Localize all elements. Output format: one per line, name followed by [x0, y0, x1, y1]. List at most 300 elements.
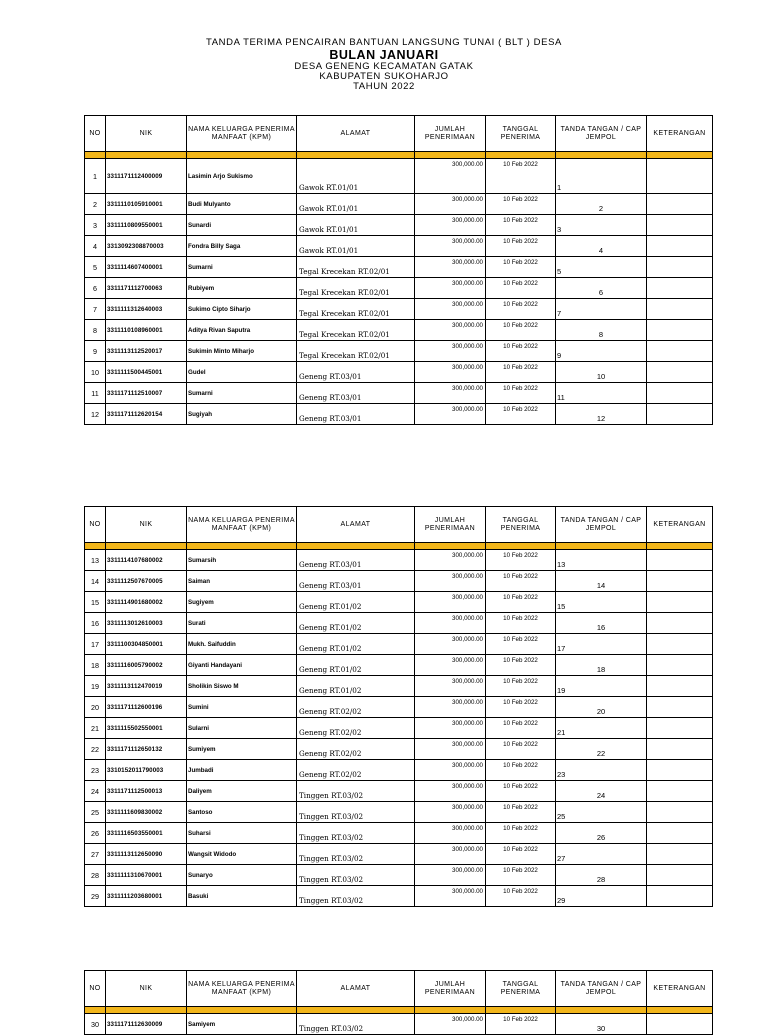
- address-cell: Tinggen RT.03/02: [297, 1014, 415, 1035]
- remarks-cell[interactable]: [647, 236, 713, 257]
- signature-cell[interactable]: [556, 760, 647, 781]
- remarks-cell[interactable]: [647, 341, 713, 362]
- nik-cell: 3311112507670005: [106, 571, 187, 592]
- row-number: 8: [85, 320, 106, 341]
- remarks-cell[interactable]: [647, 362, 713, 383]
- name-cell: Lasimin Arjo Sukismo: [187, 159, 297, 194]
- signature-number: 9: [557, 351, 562, 360]
- date-cell: 10 Feb 2022: [486, 1014, 556, 1035]
- date-cell: 10 Feb 2022: [486, 655, 556, 676]
- remarks-cell[interactable]: [647, 571, 713, 592]
- signature-cell[interactable]: [556, 299, 647, 320]
- stripe-cell: [556, 152, 647, 159]
- remarks-cell[interactable]: [647, 844, 713, 865]
- remarks-cell[interactable]: [647, 613, 713, 634]
- signature-number: 30: [596, 1024, 606, 1033]
- signature-cell[interactable]: [556, 676, 647, 697]
- stripe-cell: [486, 543, 556, 550]
- date-cell: 10 Feb 2022: [486, 236, 556, 257]
- date-cell: 10 Feb 2022: [486, 844, 556, 865]
- col-header-keterangan: KETERANGAN: [647, 116, 713, 152]
- name-cell: Saiman: [187, 571, 297, 592]
- table-row: [85, 781, 713, 802]
- address-cell: Geneng RT.01/02: [297, 634, 415, 655]
- name-cell: Sukimo Cipto Siharjo: [187, 299, 297, 320]
- date-cell: 10 Feb 2022: [486, 320, 556, 341]
- nik-cell: 3311111310670001: [106, 865, 187, 886]
- nik-cell: 3311171112620154: [106, 404, 187, 425]
- row-number: 30: [85, 1014, 106, 1035]
- nik-cell: 3311171112600196: [106, 697, 187, 718]
- address-cell: Tinggen RT.03/02: [297, 886, 415, 907]
- name-cell: Budi Mulyanto: [187, 194, 297, 215]
- col-header-nik: NIK: [106, 116, 187, 152]
- remarks-cell[interactable]: [647, 215, 713, 236]
- signature-cell[interactable]: [556, 613, 647, 634]
- row-number: 23: [85, 760, 106, 781]
- signature-number: 23: [557, 770, 566, 779]
- row-number: 20: [85, 697, 106, 718]
- amount-cell: 300,000.00: [415, 760, 486, 781]
- signature-cell[interactable]: [556, 886, 647, 907]
- address-cell: Geneng RT.02/02: [297, 760, 415, 781]
- address-cell: Tegal Krecekan RT.02/01: [297, 299, 415, 320]
- name-cell: Wangsit Widodo: [187, 844, 297, 865]
- date-cell: 10 Feb 2022: [486, 760, 556, 781]
- address-cell: Geneng RT.03/01: [297, 362, 415, 383]
- address-cell: Tegal Krecekan RT.02/01: [297, 320, 415, 341]
- name-cell: Gudel: [187, 362, 297, 383]
- amount-cell: 300,000.00: [415, 655, 486, 676]
- address-cell: Tegal Krecekan RT.02/01: [297, 278, 415, 299]
- signature-cell[interactable]: [556, 159, 647, 194]
- signature-cell[interactable]: [556, 320, 647, 341]
- col-header-jumlah: JUMLAH PENERIMAAN: [415, 507, 486, 543]
- signature-cell[interactable]: [556, 1014, 647, 1035]
- table-row: [85, 613, 713, 634]
- remarks-cell[interactable]: [647, 592, 713, 613]
- signature-cell[interactable]: [556, 781, 647, 802]
- name-cell: Fondra Billy Saga: [187, 236, 297, 257]
- date-cell: 10 Feb 2022: [486, 739, 556, 760]
- table-row: [85, 634, 713, 655]
- table-row: [85, 362, 713, 383]
- table-row: [85, 194, 713, 215]
- col-header-jumlah: JUMLAH PENERIMAAN: [415, 116, 486, 152]
- date-cell: 10 Feb 2022: [486, 802, 556, 823]
- date-cell: 10 Feb 2022: [486, 341, 556, 362]
- table-row: [85, 655, 713, 676]
- name-cell: Aditya Rivan Saputra: [187, 320, 297, 341]
- document-header: [0, 38, 768, 92]
- remarks-cell[interactable]: [647, 655, 713, 676]
- address-cell: Gawok RT.01/01: [297, 159, 415, 194]
- signature-cell[interactable]: [556, 802, 647, 823]
- row-number: 13: [85, 550, 106, 571]
- header-row: [85, 116, 713, 152]
- date-cell: 10 Feb 2022: [486, 823, 556, 844]
- remarks-cell[interactable]: [647, 823, 713, 844]
- remarks-cell[interactable]: [647, 1014, 713, 1035]
- stripe-cell: [486, 152, 556, 159]
- date-cell: 10 Feb 2022: [486, 278, 556, 299]
- date-cell: 10 Feb 2022: [486, 634, 556, 655]
- date-cell: 10 Feb 2022: [486, 571, 556, 592]
- amount-cell: 300,000.00: [415, 278, 486, 299]
- amount-cell: 300,000.00: [415, 718, 486, 739]
- name-cell: Sumiyem: [187, 739, 297, 760]
- header-title: TANDA TERIMA PENCAIRAN BANTUAN LANGSUNG TUNAI ( BLT ) DESA: [206, 37, 562, 48]
- col-header-nama: NAMA KELUARGA PENERIMA MANFAAT (KPM): [187, 507, 297, 543]
- nik-cell: 3311111312640003: [106, 299, 187, 320]
- row-number: 24: [85, 781, 106, 802]
- signature-number: 6: [598, 288, 604, 297]
- row-number: 3: [85, 215, 106, 236]
- signature-number: 20: [596, 707, 606, 716]
- table-row: [85, 886, 713, 907]
- remarks-cell[interactable]: [647, 278, 713, 299]
- signature-cell[interactable]: [556, 278, 647, 299]
- name-cell: Sunardi: [187, 215, 297, 236]
- row-number: 28: [85, 865, 106, 886]
- table-row: [85, 823, 713, 844]
- nik-cell: 3311115502550001: [106, 718, 187, 739]
- table-row: [85, 844, 713, 865]
- row-number: 7: [85, 299, 106, 320]
- signature-number: 13: [557, 560, 566, 569]
- name-cell: Basuki: [187, 886, 297, 907]
- table-row: [85, 341, 713, 362]
- col-header-nama: NAMA KELUARGA PENERIMA MANFAAT (KPM): [187, 971, 297, 1007]
- address-cell: Geneng RT.02/02: [297, 697, 415, 718]
- date-cell: 10 Feb 2022: [486, 676, 556, 697]
- amount-cell: 300,000.00: [415, 299, 486, 320]
- name-cell: Sumarsih: [187, 550, 297, 571]
- col-header-tanggal: TANGGAL PENERIMA: [486, 116, 556, 152]
- name-cell: Giyanti Handayani: [187, 655, 297, 676]
- signature-number: 21: [557, 728, 566, 737]
- row-number: 27: [85, 844, 106, 865]
- date-cell: 10 Feb 2022: [486, 865, 556, 886]
- nik-cell: 3311171112510007: [106, 383, 187, 404]
- signature-number: 15: [557, 602, 566, 611]
- col-header-ttd: TANDA TANGAN / CAP JEMPOL: [556, 971, 647, 1007]
- signature-number: 18: [596, 665, 606, 674]
- nik-cell: 3313092308870003: [106, 236, 187, 257]
- col-header-alamat: ALAMAT: [297, 971, 415, 1007]
- amount-cell: 300,000.00: [415, 341, 486, 362]
- name-cell: Surati: [187, 613, 297, 634]
- nik-cell: 3310152011790003: [106, 760, 187, 781]
- signature-number: 2: [598, 204, 604, 213]
- name-cell: Daliyem: [187, 781, 297, 802]
- signature-number: 3: [557, 225, 562, 234]
- amount-cell: 300,000.00: [415, 194, 486, 215]
- date-cell: 10 Feb 2022: [486, 194, 556, 215]
- remarks-cell[interactable]: [647, 299, 713, 320]
- header-month: BULAN JANUARI: [329, 47, 439, 62]
- row-number: 22: [85, 739, 106, 760]
- date-cell: 10 Feb 2022: [486, 404, 556, 425]
- name-cell: Sunaryo: [187, 865, 297, 886]
- nik-cell: 3311114901680002: [106, 592, 187, 613]
- amount-cell: 300,000.00: [415, 823, 486, 844]
- name-cell: Sumarni: [187, 383, 297, 404]
- table-row: [85, 802, 713, 823]
- address-cell: Geneng RT.02/02: [297, 739, 415, 760]
- signature-cell[interactable]: [556, 571, 647, 592]
- header-stripe: [85, 152, 713, 159]
- stripe-cell: [106, 1007, 187, 1014]
- kpm-table-3: [84, 970, 713, 1035]
- amount-cell: 300,000.00: [415, 362, 486, 383]
- col-header-no: NO: [85, 116, 106, 152]
- date-cell: 10 Feb 2022: [486, 215, 556, 236]
- header-stripe: [85, 543, 713, 550]
- signature-number: 19: [557, 686, 566, 695]
- date-cell: 10 Feb 2022: [486, 362, 556, 383]
- remarks-cell[interactable]: [647, 550, 713, 571]
- amount-cell: 300,000.00: [415, 404, 486, 425]
- amount-cell: 300,000.00: [415, 781, 486, 802]
- nik-cell: 3311113112520017: [106, 341, 187, 362]
- signature-cell[interactable]: [556, 823, 647, 844]
- header-stripe: [85, 1007, 713, 1014]
- row-number: 9: [85, 341, 106, 362]
- address-cell: Geneng RT.01/02: [297, 655, 415, 676]
- nik-cell: 3311116005790002: [106, 655, 187, 676]
- table-row: [85, 676, 713, 697]
- row-number: 21: [85, 718, 106, 739]
- remarks-cell[interactable]: [647, 718, 713, 739]
- date-cell: 10 Feb 2022: [486, 613, 556, 634]
- row-number: 2: [85, 194, 106, 215]
- col-header-nik: NIK: [106, 507, 187, 543]
- col-header-no: NO: [85, 507, 106, 543]
- signature-cell[interactable]: [556, 215, 647, 236]
- signature-cell[interactable]: [556, 655, 647, 676]
- signature-number: 26: [596, 833, 606, 842]
- name-cell: Samiyem: [187, 1014, 297, 1035]
- header-regency: KABUPATEN SUKOHARJO: [319, 71, 449, 83]
- col-header-nik: NIK: [106, 971, 187, 1007]
- remarks-cell[interactable]: [647, 781, 713, 802]
- signature-cell[interactable]: [556, 257, 647, 278]
- remarks-cell[interactable]: [647, 320, 713, 341]
- row-number: 18: [85, 655, 106, 676]
- stripe-cell: [106, 152, 187, 159]
- name-cell: Sugiyem: [187, 592, 297, 613]
- name-cell: Sularni: [187, 718, 297, 739]
- signature-cell[interactable]: [556, 865, 647, 886]
- stripe-cell: [556, 543, 647, 550]
- signature-number: 28: [596, 875, 606, 884]
- amount-cell: 300,000.00: [415, 865, 486, 886]
- date-cell: 10 Feb 2022: [486, 697, 556, 718]
- nik-cell: 3311110809550001: [106, 215, 187, 236]
- remarks-cell[interactable]: [647, 865, 713, 886]
- kpm-table-1: [84, 115, 713, 425]
- nik-cell: 3311110108960001: [106, 320, 187, 341]
- table-row: [85, 718, 713, 739]
- amount-cell: 300,000.00: [415, 1014, 486, 1035]
- address-cell: Geneng RT.03/01: [297, 404, 415, 425]
- stripe-cell: [187, 1007, 297, 1014]
- stripe-cell: [85, 543, 106, 550]
- name-cell: Sugiyah: [187, 404, 297, 425]
- address-cell: Tegal Krecekan RT.02/01: [297, 341, 415, 362]
- stripe-cell: [556, 1007, 647, 1014]
- row-number: 17: [85, 634, 106, 655]
- signature-number: 1: [557, 183, 562, 192]
- amount-cell: 300,000.00: [415, 739, 486, 760]
- name-cell: Sukimin Minto Miharjo: [187, 341, 297, 362]
- amount-cell: 300,000.00: [415, 550, 486, 571]
- name-cell: Rubiyem: [187, 278, 297, 299]
- stripe-cell: [647, 1007, 713, 1014]
- date-cell: 10 Feb 2022: [486, 550, 556, 571]
- date-cell: 10 Feb 2022: [486, 383, 556, 404]
- address-cell: Geneng RT.01/02: [297, 613, 415, 634]
- col-header-tanggal: TANGGAL PENERIMA: [486, 971, 556, 1007]
- table-row: [85, 739, 713, 760]
- remarks-cell[interactable]: [647, 159, 713, 194]
- signature-cell[interactable]: [556, 739, 647, 760]
- signature-number: 29: [557, 896, 566, 905]
- address-cell: Gawok RT.01/01: [297, 194, 415, 215]
- amount-cell: 300,000.00: [415, 159, 486, 194]
- col-header-ttd: TANDA TANGAN / CAP JEMPOL: [556, 507, 647, 543]
- table-row: [85, 383, 713, 404]
- nik-cell: 3311113112470019: [106, 676, 187, 697]
- address-cell: Geneng RT.01/02: [297, 592, 415, 613]
- nik-cell: 3311171112650132: [106, 739, 187, 760]
- remarks-cell[interactable]: [647, 697, 713, 718]
- signature-number: 17: [557, 644, 566, 653]
- signature-cell[interactable]: [556, 404, 647, 425]
- amount-cell: 300,000.00: [415, 257, 486, 278]
- table-row: [85, 215, 713, 236]
- amount-cell: 300,000.00: [415, 320, 486, 341]
- stripe-cell: [297, 543, 415, 550]
- nik-cell: 3311171112700063: [106, 278, 187, 299]
- address-cell: Geneng RT.03/01: [297, 571, 415, 592]
- table-row: [85, 257, 713, 278]
- remarks-cell[interactable]: [647, 634, 713, 655]
- signature-number: 25: [557, 812, 566, 821]
- stripe-cell: [85, 1007, 106, 1014]
- nik-cell: 3311116503550001: [106, 823, 187, 844]
- remarks-cell[interactable]: [647, 257, 713, 278]
- nik-cell: 3311111500445001: [106, 362, 187, 383]
- date-cell: 10 Feb 2022: [486, 718, 556, 739]
- signature-number: 14: [596, 581, 606, 590]
- stripe-cell: [187, 543, 297, 550]
- table-row: [85, 865, 713, 886]
- signature-cell[interactable]: [556, 634, 647, 655]
- signature-cell[interactable]: [556, 236, 647, 257]
- signature-cell[interactable]: [556, 718, 647, 739]
- signature-number: 8: [598, 330, 604, 339]
- address-cell: Gawok RT.01/01: [297, 236, 415, 257]
- remarks-cell[interactable]: [647, 760, 713, 781]
- table-row: [85, 592, 713, 613]
- header-row: [85, 971, 713, 1007]
- nik-cell: 3311110105910001: [106, 194, 187, 215]
- col-header-keterangan: KETERANGAN: [647, 971, 713, 1007]
- signature-cell[interactable]: [556, 697, 647, 718]
- date-cell: 10 Feb 2022: [486, 159, 556, 194]
- nik-cell: 3311111203680001: [106, 886, 187, 907]
- table-row: [85, 404, 713, 425]
- nik-cell: 3311113112650090: [106, 844, 187, 865]
- remarks-cell[interactable]: [647, 739, 713, 760]
- name-cell: Jumbadi: [187, 760, 297, 781]
- amount-cell: 300,000.00: [415, 634, 486, 655]
- date-cell: 10 Feb 2022: [486, 257, 556, 278]
- signature-number: 16: [596, 623, 606, 632]
- signature-number: 24: [596, 791, 606, 800]
- signature-cell[interactable]: [556, 362, 647, 383]
- remarks-cell[interactable]: [647, 194, 713, 215]
- table-row: [85, 760, 713, 781]
- table-row: [85, 1014, 713, 1035]
- signature-cell[interactable]: [556, 383, 647, 404]
- col-header-keterangan: KETERANGAN: [647, 507, 713, 543]
- kpm-table-2: [84, 506, 713, 907]
- name-cell: Suharsi: [187, 823, 297, 844]
- stripe-cell: [647, 152, 713, 159]
- table-row: [85, 299, 713, 320]
- table-row: [85, 278, 713, 299]
- address-cell: Gawok RT.01/01: [297, 215, 415, 236]
- address-cell: Geneng RT.03/01: [297, 550, 415, 571]
- signature-cell[interactable]: [556, 341, 647, 362]
- amount-cell: 300,000.00: [415, 236, 486, 257]
- nik-cell: 3311113012610003: [106, 613, 187, 634]
- remarks-cell[interactable]: [647, 802, 713, 823]
- row-number: 12: [85, 404, 106, 425]
- col-header-nama: NAMA KELUARGA PENERIMA MANFAAT (KPM): [187, 116, 297, 152]
- signature-cell[interactable]: [556, 194, 647, 215]
- name-cell: Santoso: [187, 802, 297, 823]
- amount-cell: 300,000.00: [415, 802, 486, 823]
- row-number: 11: [85, 383, 106, 404]
- signature-cell[interactable]: [556, 844, 647, 865]
- remarks-cell[interactable]: [647, 404, 713, 425]
- header-year: TAHUN 2022: [353, 81, 415, 93]
- remarks-cell[interactable]: [647, 383, 713, 404]
- remarks-cell[interactable]: [647, 676, 713, 697]
- amount-cell: 300,000.00: [415, 571, 486, 592]
- header-village: DESA GENENG KECAMATAN GATAK: [294, 61, 474, 73]
- col-header-alamat: ALAMAT: [297, 507, 415, 543]
- signature-cell[interactable]: [556, 592, 647, 613]
- nik-cell: 3311100304850001: [106, 634, 187, 655]
- signature-number: 11: [557, 393, 565, 402]
- nik-cell: 3311114607400001: [106, 257, 187, 278]
- name-cell: Mukh. Saifuddin: [187, 634, 297, 655]
- signature-cell[interactable]: [556, 550, 647, 571]
- amount-cell: 300,000.00: [415, 886, 486, 907]
- date-cell: 10 Feb 2022: [486, 781, 556, 802]
- name-cell: Sumarni: [187, 257, 297, 278]
- row-number: 19: [85, 676, 106, 697]
- remarks-cell[interactable]: [647, 886, 713, 907]
- address-cell: Tinggen RT.03/02: [297, 823, 415, 844]
- address-cell: Tinggen RT.03/02: [297, 844, 415, 865]
- signature-number: 7: [557, 309, 562, 318]
